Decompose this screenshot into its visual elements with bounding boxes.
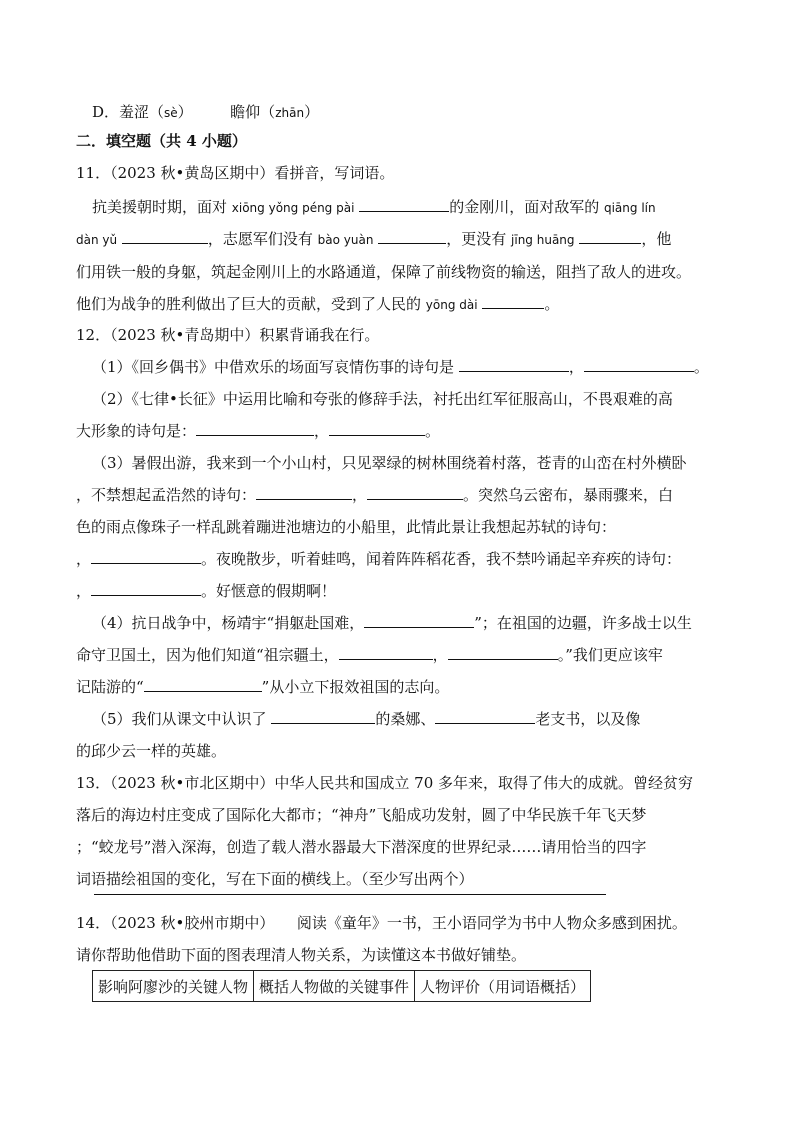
q12-text: 。”我们更应该牢: [557, 646, 663, 664]
q12-text: 。突然乌云密布，暴雨骤来，白: [463, 486, 674, 504]
option-d: [92, 102, 734, 123]
answer-blank[interactable]: [91, 581, 201, 596]
q12-item-2b: [76, 421, 718, 441]
q12-item-4a: [92, 613, 734, 633]
answer-blank[interactable]: [448, 645, 558, 660]
character-chart-table: [92, 970, 591, 1002]
q12-item-2a: （2）《七律•长征》中运用比喻和夸张的修辞手法，衬托出红军征服高山，不畏艰难的高: [92, 390, 673, 408]
q11-text: 的金刚川，面对敌军的: [449, 198, 604, 216]
pinyin: yōng dài: [425, 298, 478, 312]
q11-line-2: [76, 229, 718, 250]
q12-item-3b: [76, 485, 718, 505]
answer-blank[interactable]: [256, 485, 352, 500]
q11-text: 。: [544, 295, 560, 313]
q12-item-5b: 的邱少云一样的英雄。: [76, 742, 227, 760]
pinyin: bào yuàn: [317, 233, 374, 247]
answer-blank[interactable]: [584, 357, 694, 372]
q11-text: ，他: [641, 230, 672, 248]
q12-text: ”；在祖国的边疆，许多战士以生: [474, 614, 692, 632]
q12-text: ，: [314, 422, 330, 440]
q12-item-5a: [92, 709, 734, 729]
q12-text: （5）我们从课文中认识了: [92, 710, 272, 728]
q12-text: 。好惬意的假期啊！: [201, 582, 337, 600]
answer-blank[interactable]: [271, 709, 375, 724]
answer-blank[interactable]: [378, 229, 446, 244]
table-header-cell: 影响阿廖沙的关键人物: [93, 971, 254, 1002]
q12-text: ，: [568, 358, 584, 376]
q12-text: （1）《回乡偶书》中借欢乐的场面写哀情伤事的诗句是: [92, 358, 455, 376]
section-heading: 二．填空题（共 4 小题）: [76, 132, 247, 150]
answer-blank[interactable]: [329, 421, 425, 436]
q12-text: 大形象的诗句是：: [76, 422, 197, 440]
q12-item-3a: （3）暑假出游，我来到一个小山村，只见翠绿的树林围绕着村落，苍青的山峦在村外横卧: [92, 454, 687, 472]
answer-blank[interactable]: [339, 645, 433, 660]
q12-text: 。: [425, 422, 441, 440]
q12-text: ”从小立下报效祖国的志向。: [261, 678, 450, 696]
table-header-row: [93, 971, 591, 1002]
option-d-mid: ） 瞻仰（: [177, 103, 276, 121]
answer-blank[interactable]: [91, 549, 201, 564]
q12-text: 的桑娜、: [375, 710, 436, 728]
option-d-end: ）: [304, 103, 320, 121]
q11-heading: 11．（2023 秋•黄岛区期中）看拼音，写词语。: [76, 164, 395, 182]
option-d-prefix: D．羞涩（: [92, 103, 165, 121]
q12-text: 命守卫国土，因为他们知道“祖宗疆土，: [76, 646, 339, 664]
q12-text: ，: [76, 550, 92, 568]
q11-line-1: [92, 197, 734, 218]
q12-item-3e: [76, 581, 718, 601]
q11-text: 他们为战争的胜利做出了巨大的贡献，受到了人民的: [76, 295, 426, 313]
q12-item-4b: [76, 645, 718, 665]
pinyin: qiāng lín: [603, 201, 656, 215]
q12-text: 。夜晚散步，听着蛙鸣，闻着阵阵稻花香，我不禁吟诵起辛弃疾的诗句：: [201, 550, 682, 568]
answer-blank[interactable]: [367, 485, 463, 500]
table-header-cell: 人物评价（用词语概括）: [415, 971, 591, 1002]
answer-blank[interactable]: [364, 613, 474, 628]
answer-blank[interactable]: [482, 294, 544, 309]
q12-heading: 12．（2023 秋•青岛期中）积累背诵我在行。: [76, 326, 380, 344]
q12-text: 。: [693, 358, 709, 376]
answer-blank[interactable]: [144, 677, 262, 692]
q12-text: ，不禁想起孟浩然的诗句：: [76, 486, 257, 504]
answer-blank[interactable]: [435, 709, 535, 724]
q12-text: 记陆游的“: [76, 678, 144, 696]
answer-blank[interactable]: [579, 229, 641, 244]
q14-line-2: 请你帮助他借助下面的图表理清人物关系，为读懂这本书做好铺垫。: [76, 946, 527, 964]
q11-text: ，志愿军们没有: [207, 230, 318, 248]
q13-line-2: 落后的海边村庄变成了国际化大都市；“神舟”飞船成功发射，圆了中华民族千年飞天梦: [76, 806, 647, 824]
q13-answer-line[interactable]: [94, 894, 606, 895]
q12-item-3d: [76, 549, 718, 569]
pinyin: jīng huāng: [511, 233, 575, 247]
q13-line-4: 词语描绘祖国的变化，写在下面的横线上。（至少写出两个）: [76, 870, 474, 888]
option-d-pinyin-2: zhān: [275, 106, 305, 120]
pinyin: dàn yǔ: [76, 233, 118, 247]
q13-line-1: 13．（2023 秋•市北区期中）中华人民共和国成立 70 多年来，取得了伟大的成就。曾经贫穷: [76, 774, 694, 792]
q11-text: ，更没有: [446, 230, 512, 248]
answer-blank[interactable]: [459, 357, 569, 372]
answer-blank[interactable]: [196, 421, 314, 436]
answer-blank[interactable]: [359, 197, 449, 212]
q12-text: （4）抗日战争中，杨靖宇“捐躯赴国难，: [92, 614, 365, 632]
q13-line-3: ；“蛟龙号”潜入深海，创造了载人潜水器最大下潜深度的世界纪录……请用恰当的四字: [76, 838, 647, 856]
q12-text: ，: [76, 582, 92, 600]
q12-text: ，: [352, 486, 368, 504]
pinyin: xiōng yǒng péng pài: [231, 201, 355, 215]
q11-line-3: 们用铁一般的身躯，筑起金刚川上的水路通道，保障了前线物资的输送，阻挡了敌人的进攻。: [76, 263, 692, 281]
option-d-pinyin-1: sè: [164, 106, 178, 120]
q14-line-1: 14．（2023 秋•胶州市期中） 阅读《童年》一书，王小语同学为书中人物众多感到困扰。: [76, 914, 687, 932]
q11-text: 抗美援朝时期，面对: [92, 198, 232, 216]
answer-blank[interactable]: [122, 229, 208, 244]
table-header-cell: 概括人物做的关键事件: [254, 971, 415, 1002]
q12-text: ，: [432, 646, 448, 664]
q12-item-3c: 色的雨点像珠子一样乱跳着蹦进池塘边的小船里，此情此景让我想起苏轼的诗句：: [76, 518, 617, 536]
q12-item-1: [92, 357, 734, 377]
q12-text: 老支书，以及像: [535, 710, 641, 728]
q12-item-4c: [76, 677, 718, 697]
q11-line-4: [76, 294, 718, 315]
